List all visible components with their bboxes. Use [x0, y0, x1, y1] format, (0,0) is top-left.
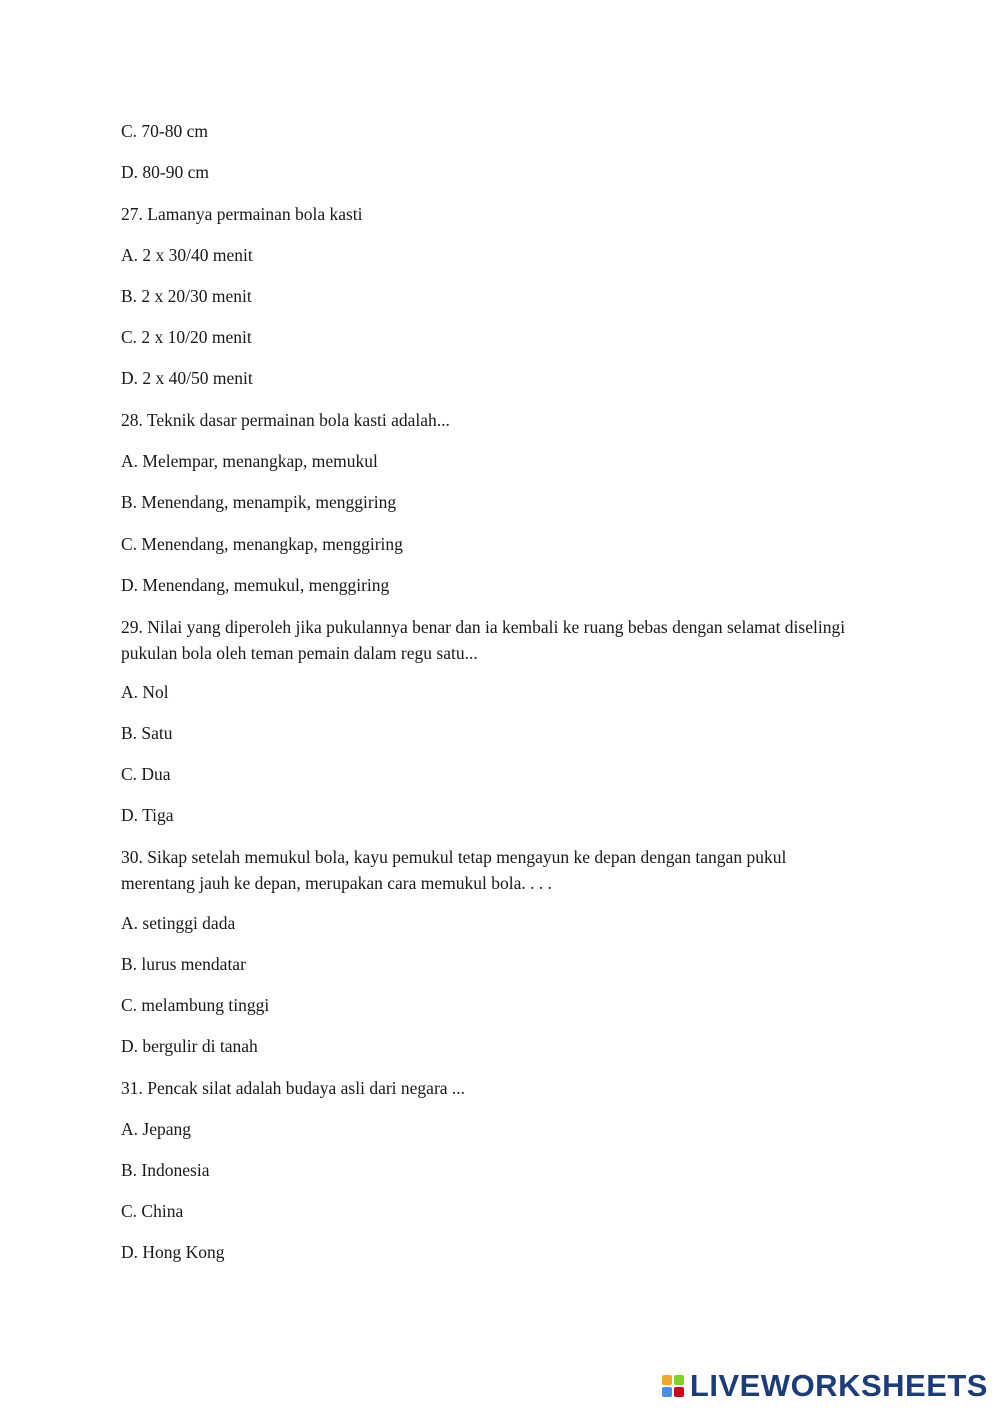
logo-text: LIVEWORKSHEETS	[689, 1368, 988, 1403]
answer-option: C. 70-80 cm	[121, 121, 209, 141]
question-text: 28. Teknik dasar permainan bola kasti adalah...	[121, 410, 450, 430]
answer-option: B. Menendang, menampik, menggiring	[121, 492, 397, 512]
answer-option: C. melambung tinggi	[121, 995, 270, 1015]
answer-option: D. 2 x 40/50 menit	[121, 368, 253, 388]
logo-squares-icon	[662, 1375, 684, 1397]
answer-option: B. 2 x 20/30 menit	[121, 286, 252, 306]
answer-option: B. Indonesia	[121, 1160, 210, 1180]
question-text: 30. Sikap setelah memukul bola, kayu pemukul tetap mengayun ke depan dengan tangan pukul merentang jauh ke depan, merupakan cara memukul bola. . . .	[121, 847, 787, 893]
liveworksheets-logo	[662, 1368, 988, 1404]
answer-option: D. Menendang, memukul, menggiring	[121, 575, 390, 595]
answer-option: B. lurus mendatar	[121, 954, 246, 974]
answer-option: A. 2 x 30/40 menit	[121, 245, 253, 265]
question-text: 27. Lamanya permainan bola kasti	[121, 204, 363, 224]
answer-option: C. 2 x 10/20 menit	[121, 327, 252, 347]
logo-square	[662, 1375, 672, 1385]
answer-option: D. 80-90 cm	[121, 162, 209, 182]
question-text: 31. Pencak silat adalah budaya asli dari negara ...	[121, 1078, 466, 1098]
answer-option: A. Nol	[121, 682, 169, 702]
answer-option: C. China	[121, 1201, 184, 1221]
answer-option: D. Hong Kong	[121, 1242, 225, 1262]
answer-option: C. Dua	[121, 764, 171, 784]
answer-option: A. Melempar, menangkap, memukul	[121, 451, 378, 471]
logo-square	[674, 1375, 684, 1385]
answer-option: D. bergulir di tanah	[121, 1036, 258, 1056]
answer-option: B. Satu	[121, 723, 173, 743]
question-text: 29. Nilai yang diperoleh jika pukulannya benar dan ia kembali ke ruang bebas dengan selamat diselingi pukulan bola oleh teman pemain dalam regu satu...	[121, 617, 846, 663]
logo-square	[662, 1387, 672, 1397]
answer-option: A. setinggi dada	[121, 913, 236, 933]
logo-square	[674, 1387, 684, 1397]
answer-option: D. Tiga	[121, 805, 174, 825]
answer-option: A. Jepang	[121, 1119, 191, 1139]
answer-option: C. Menendang, menangkap, menggiring	[121, 534, 403, 554]
